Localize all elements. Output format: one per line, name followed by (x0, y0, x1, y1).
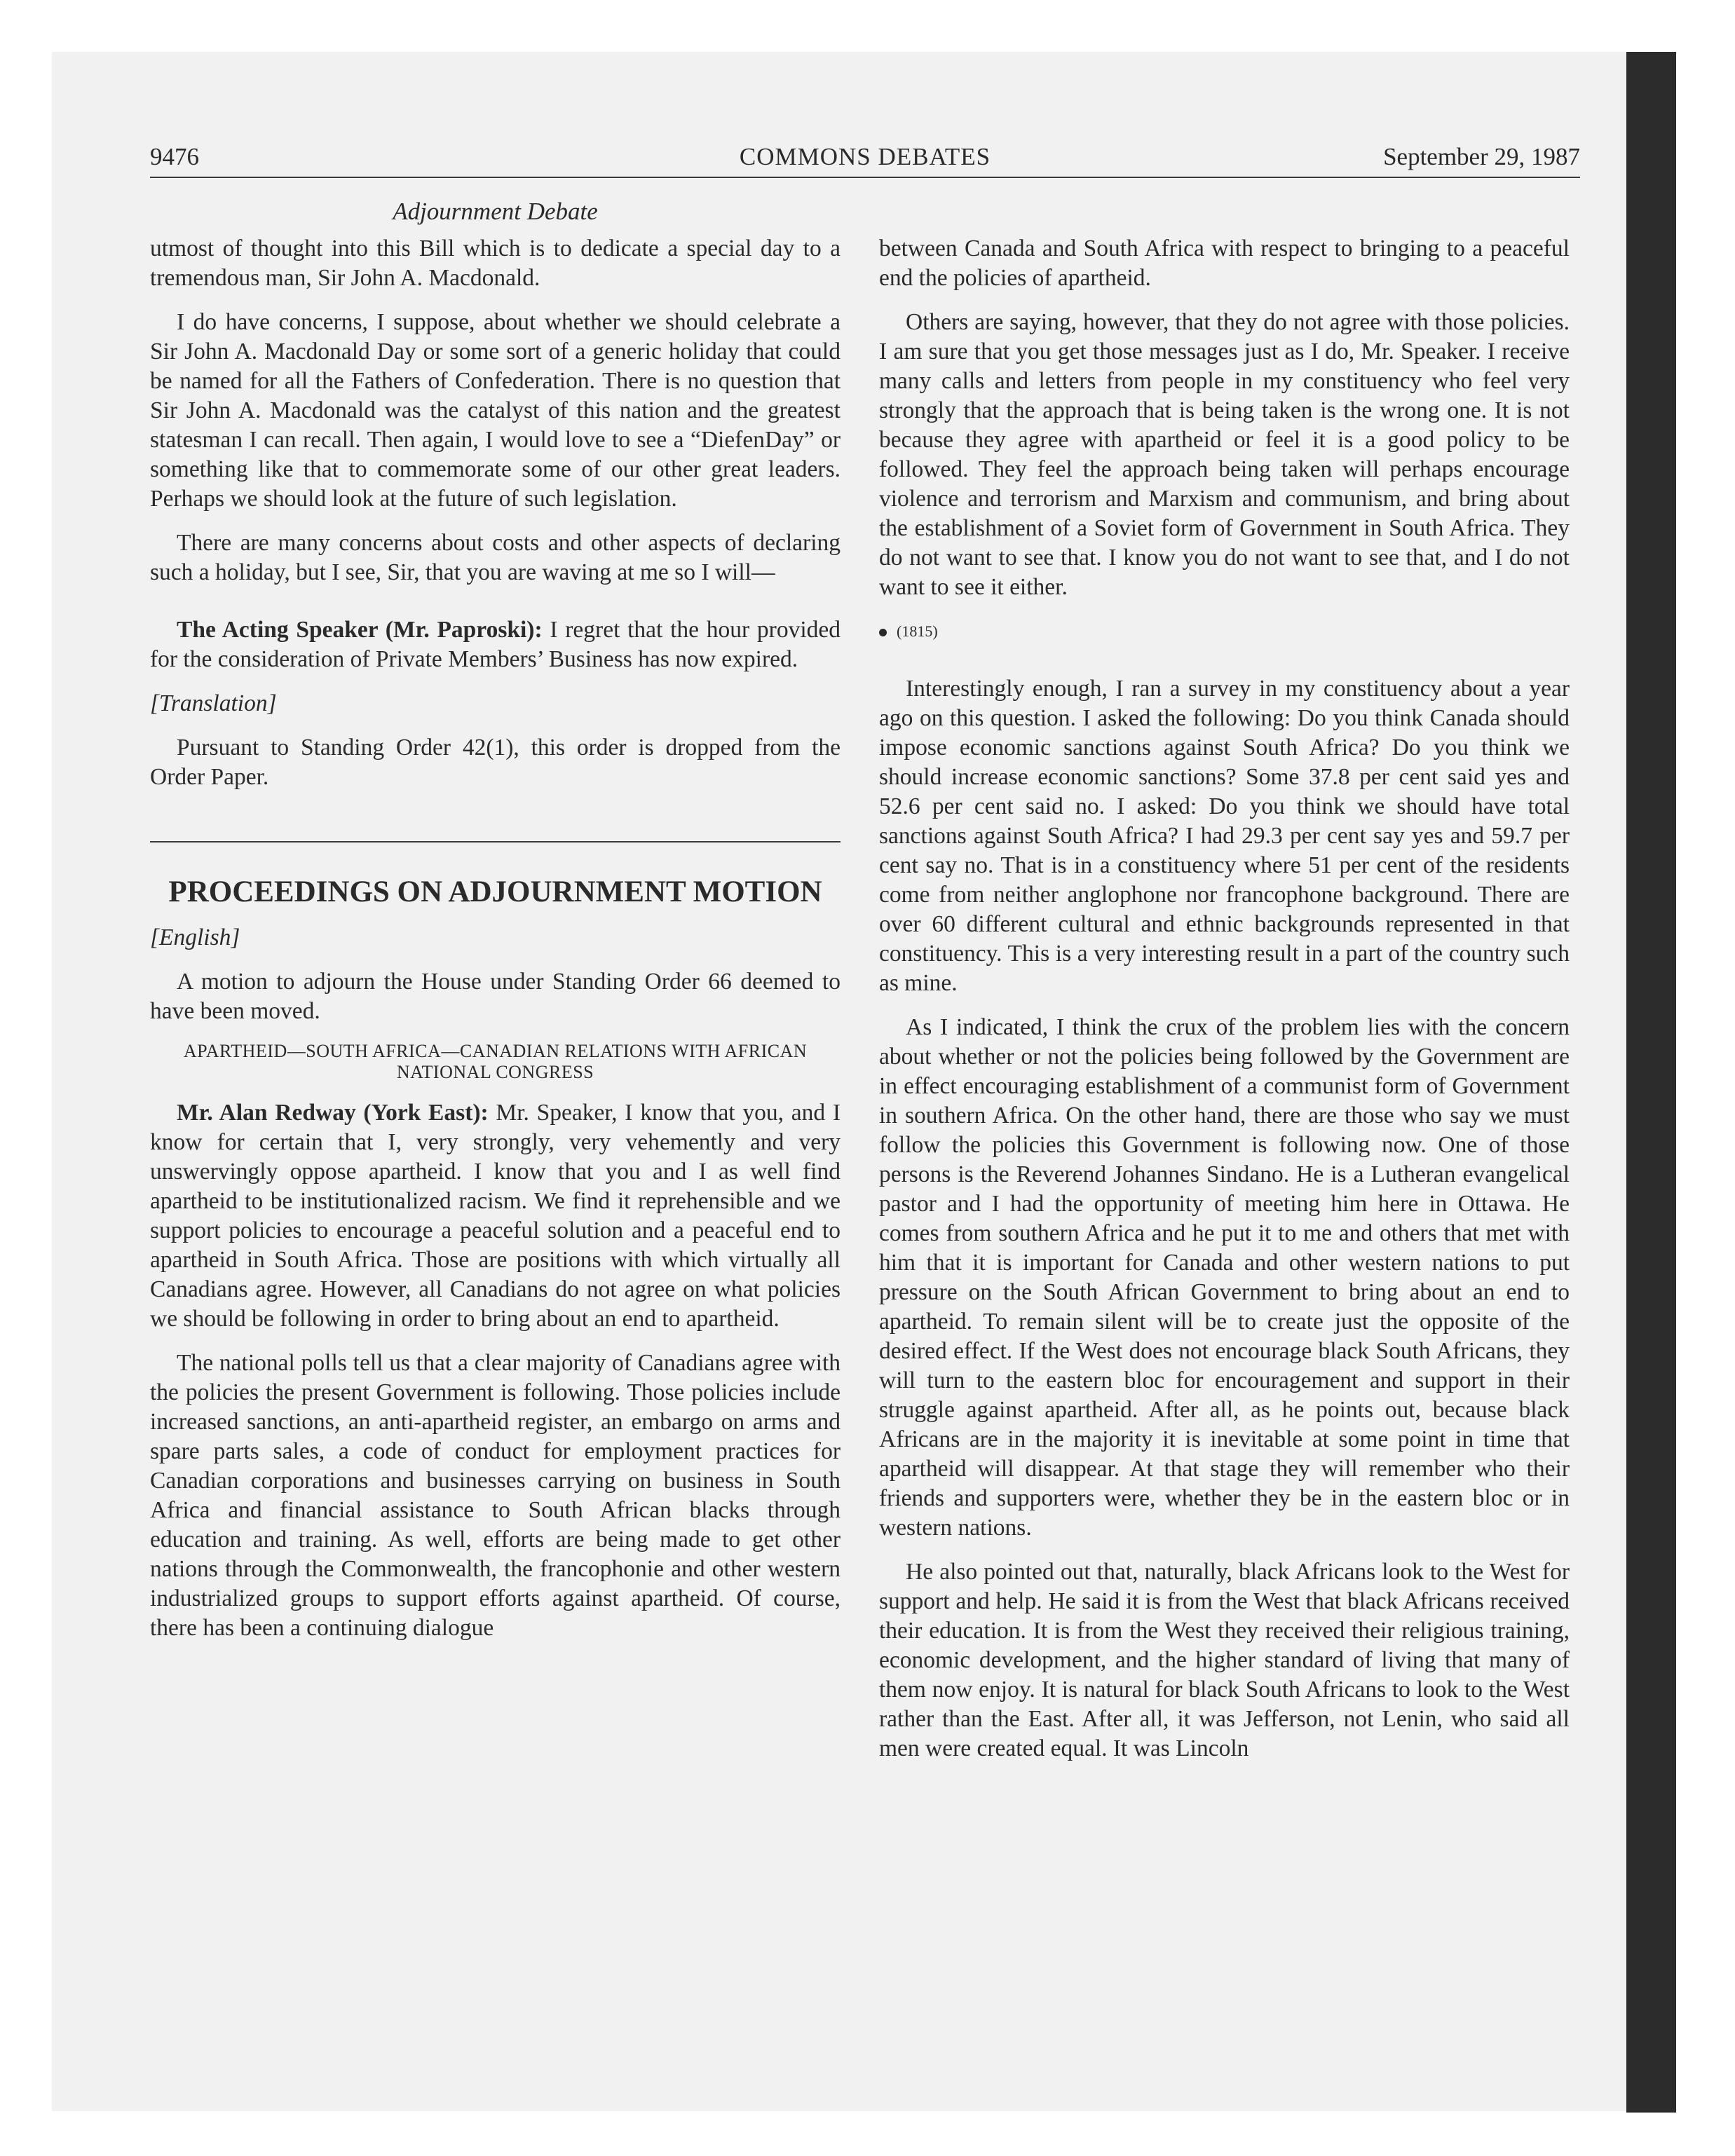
paragraph: utmost of thought into this Bill which is to dedicate a special day to a tremendous man, Sir John A. Macdonald. (150, 236, 841, 291)
time-marker (879, 617, 1570, 646)
scan-edge-bar (1626, 52, 1676, 2113)
paragraph: The national polls tell us that a clear majority of Canadians agree with the policies the present Government is following. Those policies include increased sanctions, an anti-apartheid register, an embargo on arms and spare parts sales, a code of conduct for employment practices for Canadian corporations and businesses carrying on business in South Africa and financial assistance to South African blacks through education and training. As well, efforts are being made to get other nations through the Commonwealth, the francophonie and other western industrialized groups to support efforts against apartheid. Of course, there has been a continuing dialogue (150, 1350, 841, 1641)
page-number: 9476 (150, 143, 199, 170)
time-marker-text: (1815) (897, 622, 938, 640)
section-divider (150, 841, 841, 842)
paragraph: Others are saying, however, that they do not agree with those policies. I am sure that you get those messages just as I do, Mr. Speaker. I receive many calls and letters from people in my constituency who feel very strongly that the approach that is being taken is the wrong one. It is not because they agree with apartheid or feel it is a good policy to be followed. They feel the approach being taken will perhaps encourage violence and terrorism and Marxism and communism, and bring about the establishment of a Soviet form of Government in South Africa. They do not want to see that. I know you do not want to see that, and I do not want to see it either. (879, 309, 1570, 600)
paragraph: There are many concerns about costs and other aspects of declaring such a holiday, but I see, Sir, that you are waving at me so I will— (150, 530, 841, 585)
paragraph: Pursuant to Standing Order 42(1), this order is dropped from the Order Paper. (150, 735, 841, 790)
publication-title: COMMONS DEBATES (739, 143, 991, 170)
speaker-name: Mr. Alan Redway (York East): (177, 1100, 489, 1126)
speaker-name: The Acting Speaker (Mr. Paproski): (177, 617, 543, 643)
issue-date: September 29, 1987 (1383, 143, 1580, 170)
paragraph: As I indicated, I think the crux of the problem lies with the concern about whether or not the policies being followed by the Government are in effect encouraging establishment of a communist form of Government in southern Africa. On the other hand, there are those who say we must follow the policies this Government is following now. One of those persons is the Reverend Johannes Sindano. He is a Lutheran evangelical pastor and I had the opportunity of meeting him here in Ottawa. He comes from southern Africa and he put it to me and others that met with him that it is important for Canada and other western nations to put pressure on the South African Government to bring about an end to apartheid. To remain silent will be to create just the opposite of the desired effect. If the West does not encourage black South Africans, they will turn to the eastern bloc for encouragement and support in their struggle against apartheid. After all, as he points out, because black Africans are in the majority it is inevitable at some point in time that apartheid will disappear. At that stage they will remember who their friends and supporters were, whether they be in the eastern bloc or in western nations. (879, 1014, 1570, 1541)
paragraph: He also pointed out that, naturally, black Africans look to the West for support and help. He said it is from the West that black Africans received their education. It is from the West they received their religious training, economic development, and the higher standard of living that many of them now enjoy. It is natural for black South Africans to look to the West rather than the East. After all, it was Jefferson, not Lenin, who said all men were created equal. It was Lincoln (879, 1559, 1570, 1761)
debate-subheading: APARTHEID—SOUTH AFRICA—CANADIAN RELATIONS WITH AFRICAN NATIONAL CONGRESS (183, 1041, 808, 1082)
running-header (150, 140, 1580, 178)
translation-tag: [Translation] (150, 690, 277, 716)
language-tag: [English] (150, 925, 240, 950)
section-title: PROCEEDINGS ON ADJOURNMENT MOTION (168, 875, 822, 908)
section-label: Adjournment Debate (393, 198, 598, 225)
speech-text: Mr. Speaker, I know that you, and I know for certain that I, very strongly, very vehemently and very unswervingly oppose apartheid. I know that you and I as well find apartheid to be institutionalized racism. We find it reprehensible and we support policies to encourage a peaceful solution and a peaceful end to apartheid in South Africa. Those are positions with which virtually all Canadians agree. However, all Canadians do not agree on what policies we should be following in order to bring about an end to apartheid. (150, 1100, 841, 1332)
paragraph: I do have concerns, I suppose, about whether we should celebrate a Sir John A. Macdonald Day or some sort of a generic holiday that could be named for all the Fathers of Confederation. There is no question that Sir John A. Macdonald was the catalyst of this nation and the greatest statesman I can recall. Then again, I would love to see a “DiefenDay” or something like that to commemorate some of our other great leaders. Perhaps we should look at the future of such legislation. (150, 309, 841, 512)
right-column (879, 234, 1570, 1778)
speaker-paragraph (150, 615, 841, 674)
paragraph: Interestingly enough, I ran a survey in my constituency about a year ago on this question. I asked the following: Do you think Canada should impose economic sanctions against South Africa? Do you think we should increase economic sanctions? Some 37.8 per cent said yes and 52.6 per cent said no. I asked: Do you think we should have total sanctions against South Africa? I had 29.3 per cent say yes and 59.7 per cent say no. That is in a constituency where 51 per cent of the residents come from neither anglophone nor francophone background. There are over 60 different cultural and ethnic backgrounds represented in that constituency. This is a very interesting result in a part of the country such as mine. (879, 676, 1570, 996)
speaker-paragraph (150, 1098, 841, 1334)
paragraph: A motion to adjourn the House under Standing Order 66 deemed to have been moved. (150, 969, 841, 1024)
bullet-icon (879, 629, 887, 636)
left-column (150, 234, 841, 1658)
speech-text: I regret that the hour provided for the consideration of Private Members’ Business has now expired. (150, 617, 841, 672)
paragraph: between Canada and South Africa with respect to bringing to a peaceful end the policies of apartheid. (879, 236, 1570, 291)
